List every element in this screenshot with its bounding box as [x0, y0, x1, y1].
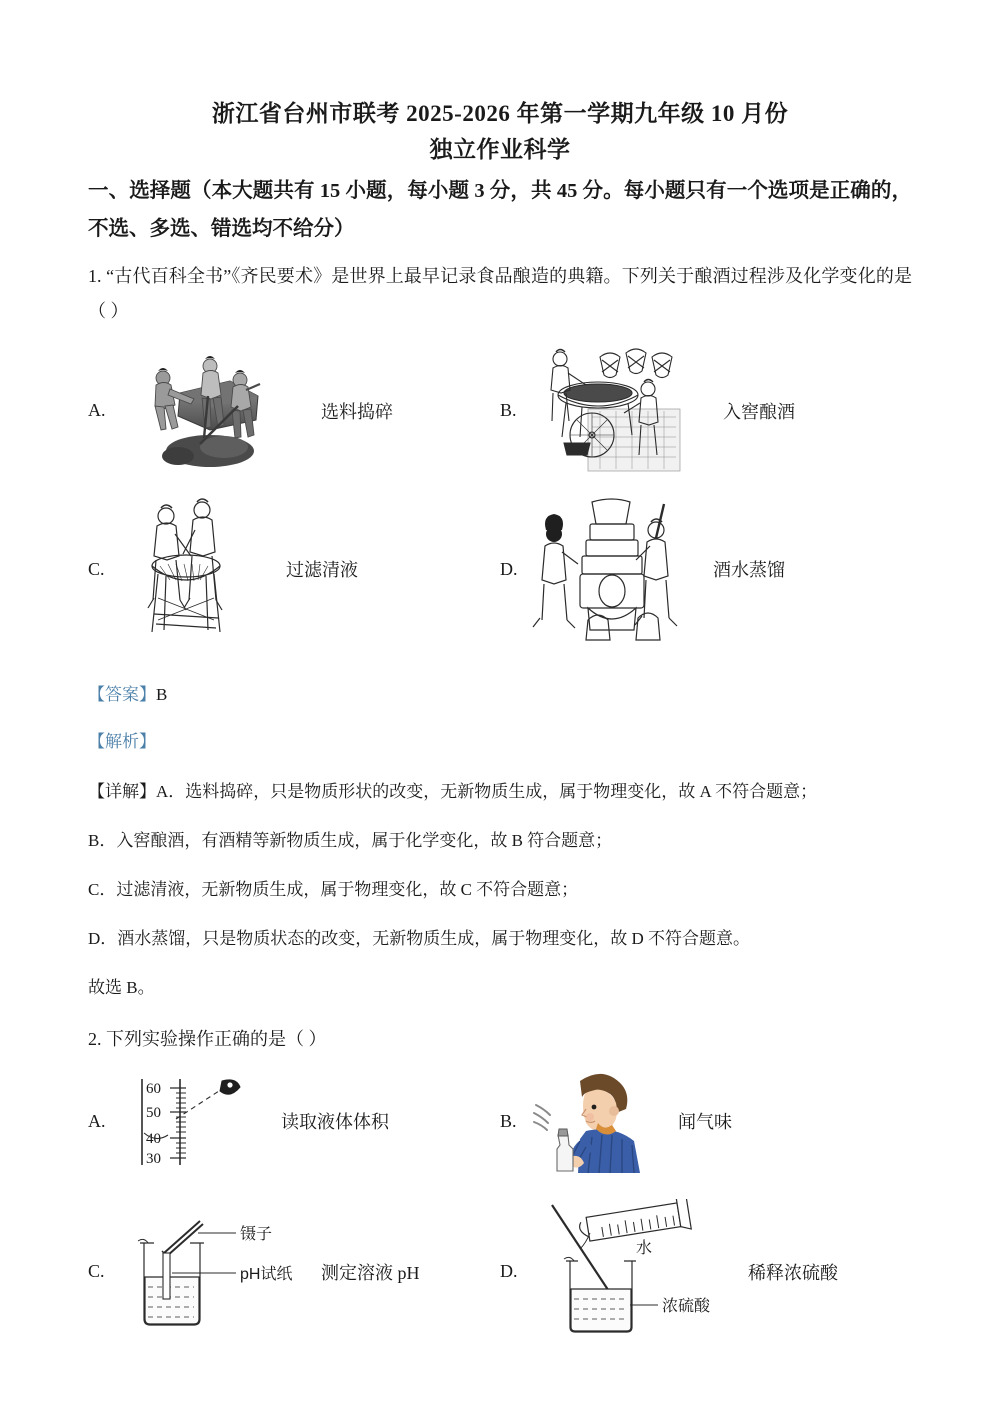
option-2-D[interactable] [500, 1199, 912, 1344]
explanation-line-A [88, 775, 912, 808]
explanation-line-C: C．过滤清液，无新物质生成，属于物理变化，故 C 不符合题意； [88, 879, 579, 899]
option-1-B[interactable] [500, 343, 912, 478]
option-1-B-caption: 入窖酿酒 [723, 401, 795, 422]
option-2-A-label: A. [88, 1110, 106, 1131]
diluting-sulfuric-acid-diagram [530, 1199, 730, 1344]
option-2-C-label: C. [88, 1261, 105, 1282]
option-1-D-label: D. [500, 558, 518, 579]
page-content [88, 96, 912, 1344]
boy-smelling-bottle-illustration [530, 1065, 660, 1177]
beaker-ph-paper-diagram [118, 1207, 303, 1337]
annotation-tweezers: 镊子 [240, 1225, 273, 1243]
option-1-A[interactable] [88, 343, 500, 478]
question-1-stem [88, 259, 912, 329]
option-1-C-caption: 过滤清液 [286, 560, 358, 581]
detail-tag: 【详解】 [88, 781, 156, 801]
explanation-line-D: D．酒水蒸馏，只是物质状态的改变，无新物质生成，属于物理变化，故 D 不符合题意。 [88, 929, 751, 949]
question-1-options-row-1 [88, 343, 912, 478]
option-2-C-caption: 测定溶液 pH [321, 1262, 420, 1283]
question-1-number: 1. [88, 266, 102, 287]
scale-tick-40: 40 [146, 1131, 161, 1148]
page-title: 浙江省台州市联考 2025-2026 年第一学期九年级 10 月份 [211, 101, 789, 126]
option-2-D-label: D. [500, 1261, 518, 1282]
annotation-water: 水 [636, 1240, 653, 1258]
question-2-number: 2. [88, 1029, 102, 1050]
option-2-D-caption: 稀释浓硫酸 [748, 1262, 838, 1283]
option-1-D[interactable] [500, 494, 912, 644]
option-1-C[interactable] [88, 494, 500, 644]
workers-crushing-materials-illustration [118, 348, 303, 473]
question-1-options-row-2 [88, 494, 912, 644]
question-2-stem [88, 1022, 912, 1057]
page-subtitle: 独立作业科学 [429, 136, 571, 162]
section-heading: 一、选择题（本大题共有 15 小题，每小题 3 分，共 45 分。每小题只有一个选项是正确的，不选、多选、错选均不给分） [88, 180, 912, 241]
scale-tick-30: 30 [146, 1151, 161, 1168]
option-1-D-caption: 酒水蒸馏 [713, 560, 785, 581]
option-2-A-caption: 读取液体体积 [281, 1112, 389, 1133]
graduated-cylinder-reading-diagram [118, 1071, 263, 1171]
option-2-B[interactable] [500, 1065, 912, 1177]
answer-value: B [156, 685, 168, 705]
annotation-ph-paper: pH试纸 [240, 1265, 293, 1283]
distillation-apparatus-illustration [530, 494, 695, 644]
cellar-fermentation-illustration [530, 343, 705, 478]
option-1-A-label: A. [88, 400, 106, 421]
question-2-options-row-1 [88, 1065, 912, 1177]
explanation-A-text: A．选料捣碎，只是物质形状的改变，无新物质生成，属于物理变化，故 A 不符合题意； [156, 781, 818, 801]
analysis-tag: 【解析】 [88, 732, 156, 752]
explanation-line-B: B．入窖酿酒，有酒精等新物质生成，属于化学变化，故 B 符合题意； [88, 830, 613, 850]
filtering-liquid-illustration [118, 494, 268, 644]
conclusion-line: 故选 B。 [88, 978, 155, 998]
analysis-line [88, 725, 912, 758]
option-1-C-label: C. [88, 558, 105, 579]
scale-tick-50: 50 [146, 1105, 161, 1122]
question-2-options-row-2 [88, 1199, 912, 1344]
answer-tag: 【答案】 [88, 685, 156, 705]
option-1-B-label: B. [500, 400, 517, 421]
option-1-A-caption: 选料捣碎 [321, 401, 393, 422]
option-2-B-label: B. [500, 1110, 517, 1131]
option-2-A[interactable] [88, 1065, 500, 1177]
annotation-concentrated-sulfuric-acid: 浓硫酸 [662, 1298, 711, 1316]
scale-tick-60: 60 [146, 1081, 161, 1098]
option-2-B-caption: 闻气味 [678, 1112, 732, 1133]
question-2-text: 下列实验操作正确的是（ ） [106, 1029, 327, 1050]
question-1-text: “古代百科全书”《齐民要术》是世界上最早记录食品酿造的典籍。下列关于酿酒过程涉及化学变化的是（ ） [88, 266, 912, 322]
answer-line [88, 678, 912, 711]
option-2-C[interactable] [88, 1199, 500, 1344]
